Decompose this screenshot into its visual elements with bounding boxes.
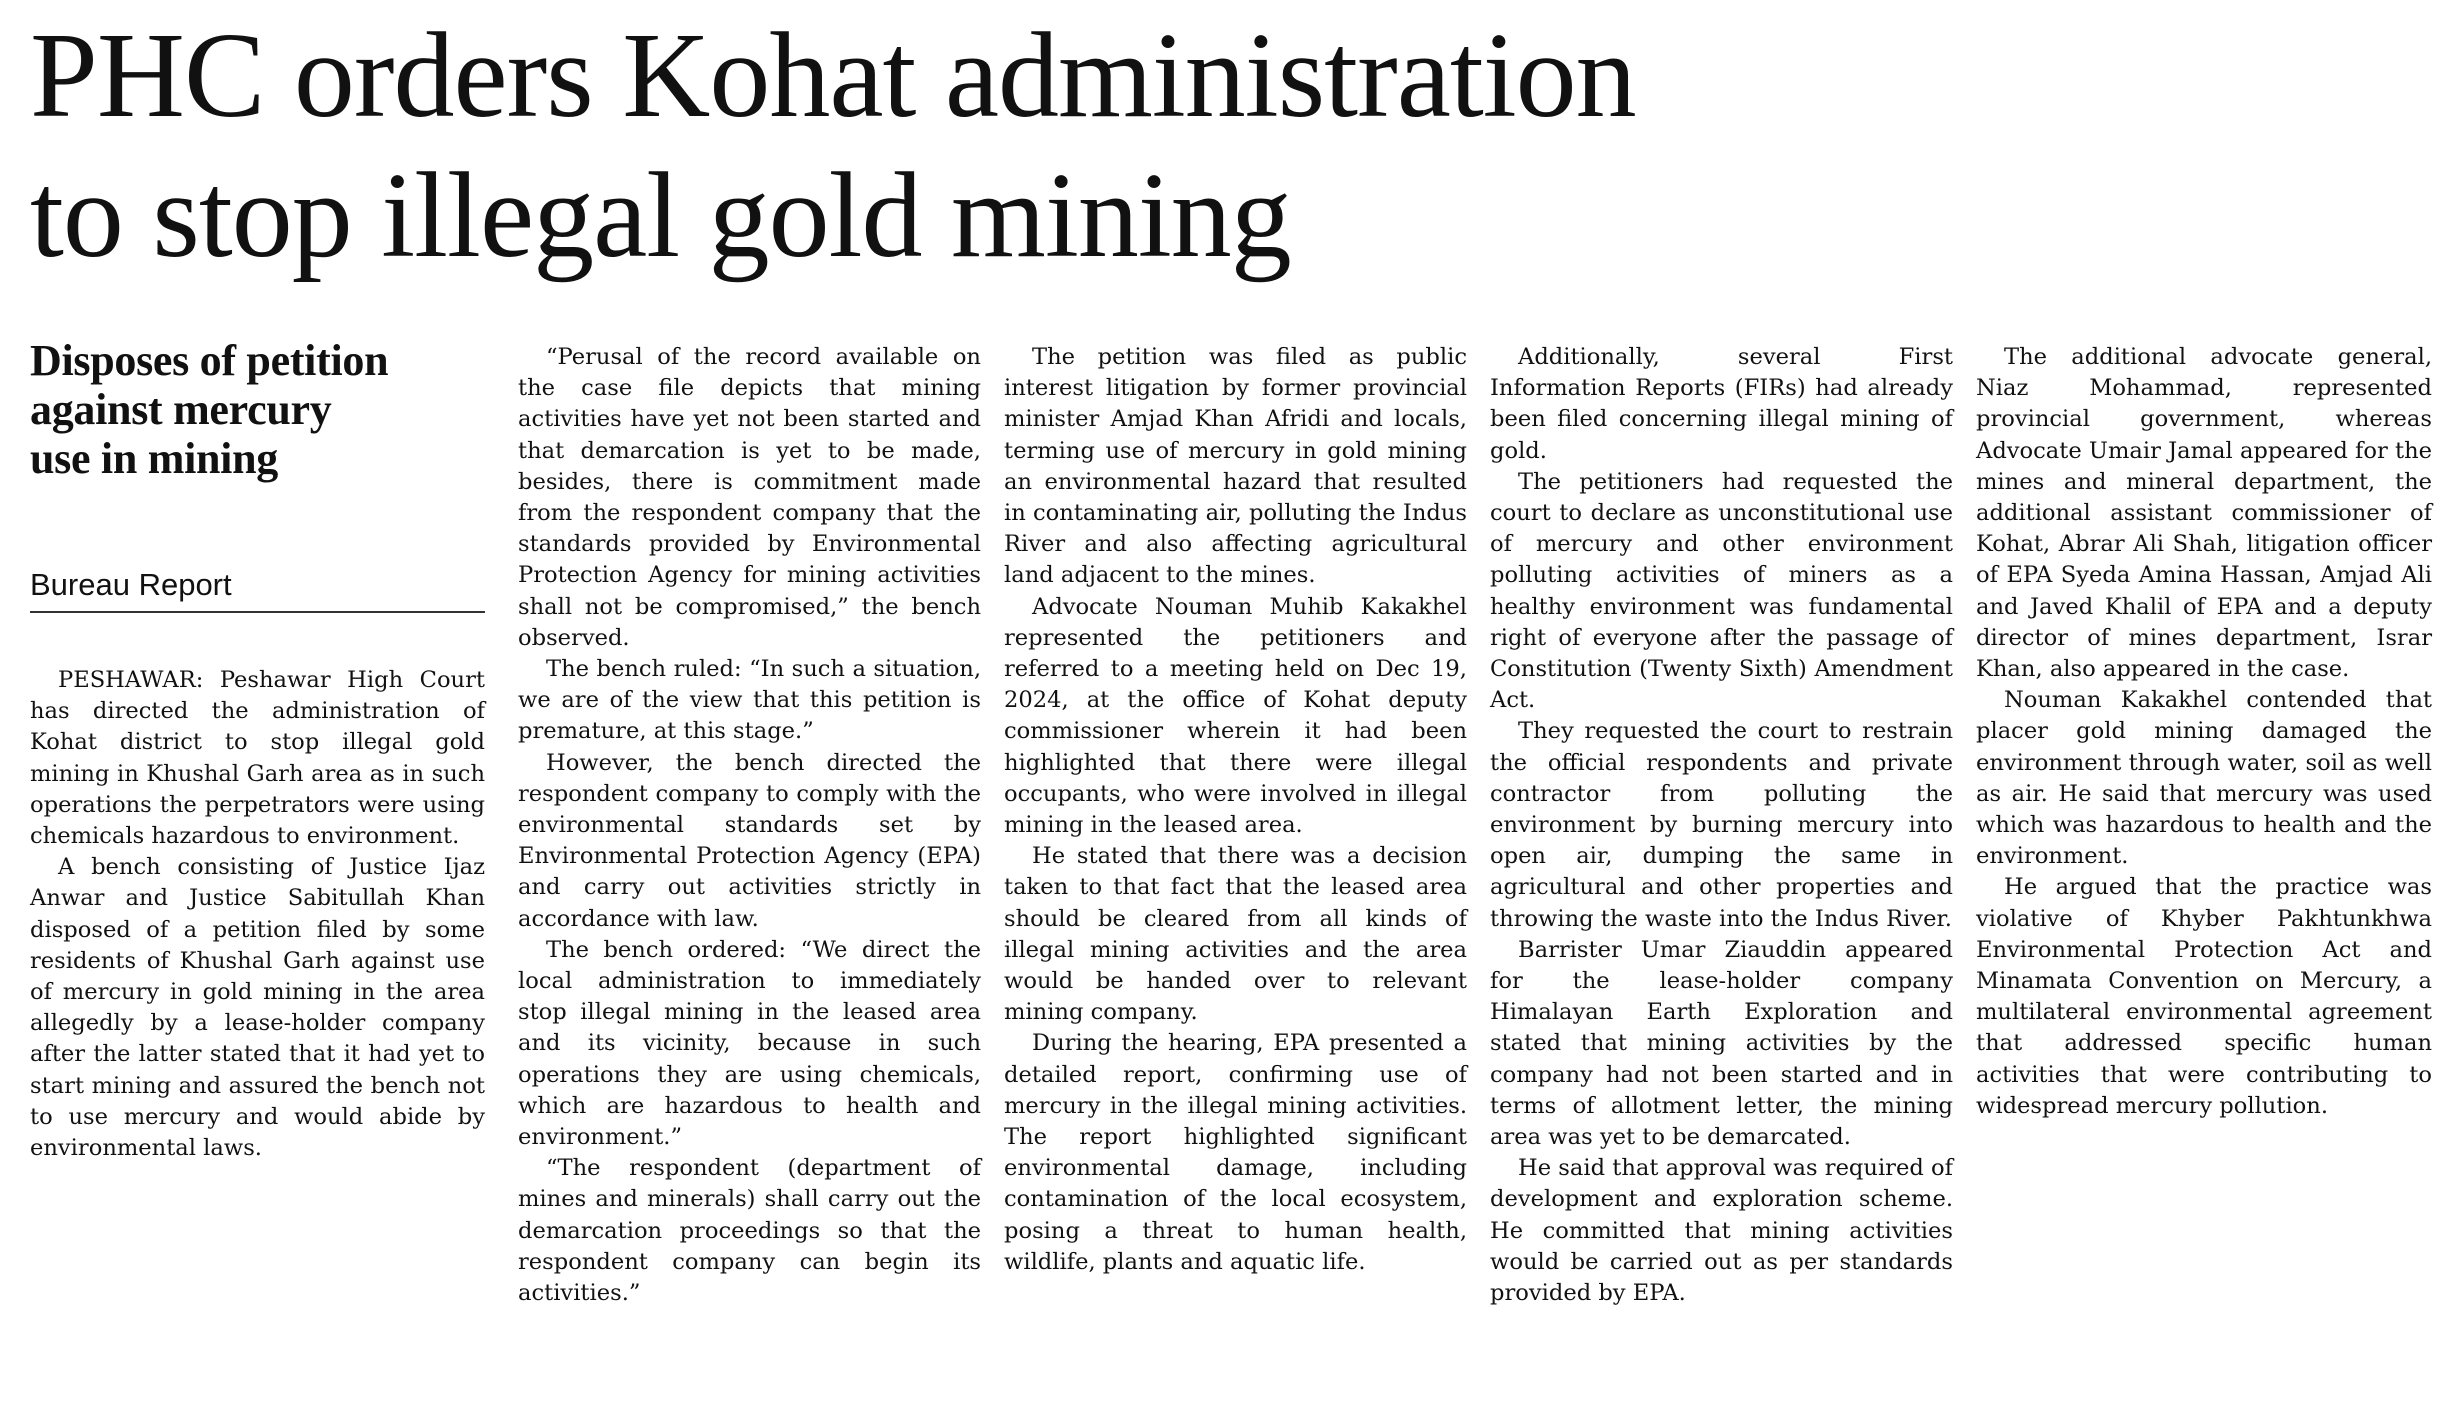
subheadline-line-3: use in mining — [30, 434, 278, 483]
paragraph-perusal-quote: “Perusal of the record available on the case file depicts that mining activities have yet not been started and that demarcation is yet to be made, besides, there is commitment made from the respondent company that the standards provided by Environmental Protection Agency for mining activities shall not be compromised,” the bench observed. — [518, 344, 981, 651]
paragraph-petitioners-requested: The petitioners had requested the court to declare as unconstitutional use of mercury and other environment polluting activities of miners as a healthy environment was fundamental right of everyone after the passage of Constitution (Twenty Sixth) Amendment Act. — [1490, 468, 1953, 714]
byline: Bureau Report — [30, 565, 485, 613]
paragraph-epa-report: During the hearing, EPA presented a detailed report, confirming use of mercury in the illegal mining activities. The report highlighted significant environmental damage, including contamination of the local ecosystem, posing a threat to human health, wildlife, plants and aquatic life. — [1004, 1030, 1467, 1275]
article-column-1 — [30, 334, 485, 1164]
headline — [30, 6, 2420, 286]
paragraph-petition-filed: The petition was filed as public interest litigation by former provincial minister Amjad Khan Afridi and locals, terming use of mercury in gold mining an environmental hazard that resulted in contaminating air, polluting the Indus River and also affecting agricultural land adjacent to the mines. — [1004, 344, 1467, 589]
article-column-2 — [518, 342, 981, 1309]
paragraph-bench-ruled: The bench ruled: “In such a situation, we are of the view that this petition is premature, at this stage.” — [518, 656, 981, 745]
paragraph-restrain: They requested the court to restrain the official respondents and private contractor from polluting the environment by burning mercury into open air, dumping the same in agricultural and other properties and throwing the waste into the Indus River. — [1490, 718, 1953, 932]
paragraph-advocate-kakakhel: Advocate Nouman Muhib Kakakhel represented the petitioners and referred to a meeting held on Dec 19, 2024, at the office of Kohat deputy commissioner wherein it had been highlighted that there were illegal occupants, who were involved in illegal mining in the leased area. — [1004, 593, 1467, 839]
article-column-3 — [1004, 342, 1467, 1278]
paragraph-dateline: PESHAWAR: Peshawar High Court has directed the administration of Kohat district to stop illegal gold mining in Khushal Garh area as in such operations the perpetrators were using chemicals hazardous to environment. — [30, 667, 485, 850]
subheadline-line-1: Disposes of petition — [30, 336, 389, 385]
headline-line-1: PHC orders Kohat administration — [30, 8, 1636, 143]
column-1-body — [30, 665, 485, 1164]
paragraph-argued: He argued that the practice was violative of Khyber Pakhtunkhwa Environmental Protection Act and Minamata Convention on Mercury, a multilateral environmental agreement that addressed specific human activities that were contributing to widespread mercury pollution. — [1976, 874, 2432, 1119]
paragraph-barrister: Barrister Umar Ziauddin appeared for the lease-holder company Himalayan Earth Exploration and stated that mining activities by the company had not been started and in terms of allotment letter, the mining area was yet to be demarcated. — [1490, 936, 1953, 1151]
paragraph-approval: He said that approval was required of development and exploration scheme. He committed that mining activities would be carried out as per standards provided by EPA. — [1490, 1155, 1953, 1307]
subheadline-line-2: against mercury — [30, 385, 332, 434]
paragraph-advocate-general: The additional advocate general, Niaz Mohammad, represented provincial government, whereas Advocate Umair Jamal appeared for the mines and mineral department, the additional assistant commissioner of Kohat, Abrar Ali Shah, litigation officer of EPA Syeda Amina Hassan, Amjad Ali and Javed Khalil of EPA and a deputy director of mines department, Israr Khan, also appeared in the case. — [1976, 344, 2432, 683]
paragraph-bench-directed: However, the bench directed the respondent company to comply with the environmental standards set by Environmental Protection Agency (EPA) and carry out activities strictly in accordance with law. — [518, 749, 981, 932]
subheadline — [30, 334, 485, 483]
paragraph-firs: Additionally, several First Information Reports (FIRs) had already been filed concerning illegal mining of gold. — [1490, 344, 1953, 464]
paragraph-bench-ordered: The bench ordered: “We direct the local administration to immediately stop illegal mining in the leased area and its vicinity, because in such operations they are using chemicals, which are hazardous to health and environment.” — [518, 936, 981, 1151]
paragraph-contended: Nouman Kakakhel contended that placer gold mining damaged the environment through water, soil as well as air. He said that mercury was used which was hazardous to health and the environment. — [1976, 687, 2432, 870]
article-column-5 — [1976, 342, 2432, 1122]
paragraph-decision: He stated that there was a decision taken to that fact that the leased area should be cleared from all kinds of illegal mining activities and the area would be handed over to relevant mining company. — [1004, 843, 1467, 1026]
article-column-4 — [1490, 342, 1953, 1309]
paragraph-demarcation: “The respondent (department of mines and minerals) shall carry out the demarcation proceedings so that the respondent company can begin its activities.” — [518, 1155, 981, 1307]
headline-line-2: to stop illegal gold mining — [30, 148, 1291, 283]
paragraph-bench: A bench consisting of Justice Ijaz Anwar and Justice Sabitullah Khan disposed of a petition filed by some residents of Khushal Garh against use of mercury in gold mining in the area allegedly by a lease-holder company after the latter stated that it had yet to start mining and assured the bench not to use mercury and would abide by environmental laws. — [30, 854, 485, 1162]
